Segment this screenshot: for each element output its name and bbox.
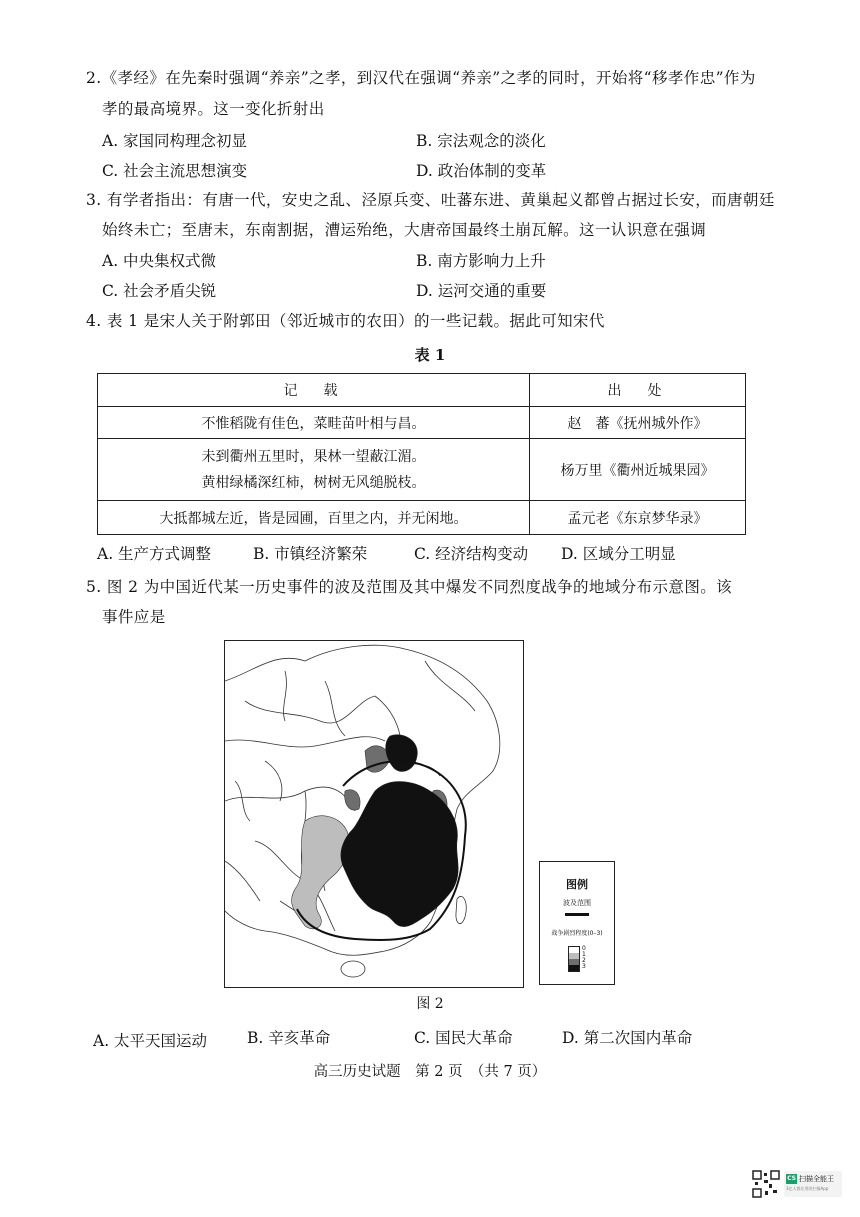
q3-stem-line2: 始终未亡；至唐末，东南割据，漕运殆绝，大唐帝国最终土崩瓦解。这一认识意在强调 bbox=[102, 221, 707, 239]
table-row bbox=[98, 407, 746, 439]
record-cell bbox=[98, 501, 530, 535]
scanner-name: 扫描全能王 bbox=[799, 1175, 834, 1183]
source-cell: 赵 蕃《抚州城外作》 bbox=[530, 407, 746, 439]
hainan-island bbox=[341, 961, 365, 977]
legend-swatch-stack bbox=[568, 946, 580, 972]
china-map-figure bbox=[224, 640, 524, 988]
figure-caption: 图 2 bbox=[416, 996, 444, 1012]
q2-option-d: D. 政治体制的变革 bbox=[416, 162, 547, 180]
q4-option-c: C. 经济结构变动 bbox=[414, 545, 529, 563]
records-table bbox=[97, 373, 746, 535]
q4-option-b: B. 市镇经济繁荣 bbox=[253, 545, 368, 563]
qr-code-icon bbox=[752, 1170, 780, 1198]
q3-option-a: A. 中央集权式微 bbox=[102, 252, 217, 270]
record-cell bbox=[98, 407, 530, 439]
intensity-region-1 bbox=[292, 816, 350, 929]
q2-option-b: B. 宗法观念的淡化 bbox=[416, 132, 546, 150]
scanner-badge bbox=[784, 1171, 842, 1197]
record-text: 大抵都城左近，皆是园圃，百里之内，并无闲地。 bbox=[159, 510, 468, 527]
source-cell: 杨万里《衢州近城果园》 bbox=[530, 439, 746, 501]
q4-option-a: A. 生产方式调整 bbox=[97, 545, 212, 563]
china-map-svg bbox=[225, 641, 523, 987]
q5-stem-line2: 事件应是 bbox=[102, 608, 166, 626]
q5-option-c: C. 国民大革命 bbox=[414, 1029, 513, 1047]
table-header-row bbox=[98, 374, 746, 407]
legend-level-0: 0 bbox=[582, 945, 586, 952]
legend-level-1: 1 bbox=[582, 951, 586, 958]
legend-title: 图例 bbox=[566, 878, 588, 891]
table-title: 表 1 bbox=[414, 346, 446, 364]
q3-option-b: B. 南方影响力上升 bbox=[416, 252, 546, 270]
q5-stem-line1: 5. 图 2 为中国近代某一历史事件的波及范围及其中爆发不同烈度战争的地域分布示意图。该 bbox=[86, 578, 733, 596]
legend-level-2: 2 bbox=[582, 957, 586, 964]
scanner-sub: 3亿人都在用的扫描App bbox=[786, 1186, 829, 1191]
q5-option-b: B. 辛亥革命 bbox=[247, 1029, 331, 1047]
table-row bbox=[98, 439, 746, 501]
q2-stem-line1: 2.《孝经》在先秦时强调“养亲”之孝，到汉代在强调“养亲”之孝的同时，开始将“移孝作忠”作为 bbox=[86, 69, 756, 87]
legend-intensity-label: 战争剧烈程度(0–3) bbox=[551, 930, 603, 937]
source-cell: 孟元老《东京梦华录》 bbox=[530, 501, 746, 535]
record-cell bbox=[98, 439, 530, 501]
legend-levels bbox=[582, 946, 586, 970]
intensity-region-3 bbox=[341, 735, 458, 927]
q5-option-d: D. 第二次国内革命 bbox=[562, 1029, 693, 1047]
q2-option-c: C. 社会主流思想演变 bbox=[102, 162, 248, 180]
q4-stem-line1: 4. 表 1 是宋人关于附郭田（邻近城市的农田）的一些记载。据此可知宋代 bbox=[86, 312, 605, 330]
legend-range-label: 波及范围 bbox=[563, 899, 591, 907]
taiwan-island bbox=[456, 896, 466, 923]
record-text: 黄柑绿橘深红柿，树树无风缒脱枝。 bbox=[201, 474, 426, 491]
table-row bbox=[98, 501, 746, 535]
q3-option-d: D. 运河交通的重要 bbox=[416, 282, 547, 300]
header-source: 出 处 bbox=[530, 374, 746, 407]
q4-option-d: D. 区域分工明显 bbox=[561, 545, 676, 563]
q2-stem-line2: 孝的最高境界。这一变化折射出 bbox=[102, 100, 325, 118]
q5-option-a: A. 太平天国运动 bbox=[93, 1032, 208, 1050]
page-footer: 高三历史试题 第 2 页 （共 7 页） bbox=[313, 1064, 547, 1080]
legend-range-line bbox=[565, 913, 589, 916]
record-text: 不惟稻陇有佳色，菜畦苗叶相与昌。 bbox=[201, 415, 426, 432]
q2-option-a: A. 家国同构理念初显 bbox=[102, 132, 248, 150]
record-text: 未到衢州五里时，果林一望蔽江湄。 bbox=[201, 448, 426, 465]
legend-swatch-3 bbox=[569, 965, 579, 971]
map-legend bbox=[539, 861, 615, 985]
q3-option-c: C. 社会矛盾尖锐 bbox=[102, 282, 217, 300]
q3-stem-line1: 3. 有学者指出：有唐一代，安史之乱、泾原兵变、吐蕃东进、黄巢起义都曾占据过长安，而唐朝廷 bbox=[86, 191, 775, 209]
legend-level-3: 3 bbox=[582, 963, 586, 970]
scanner-logo: CS bbox=[787, 1175, 796, 1182]
header-records: 记 载 bbox=[98, 374, 530, 407]
